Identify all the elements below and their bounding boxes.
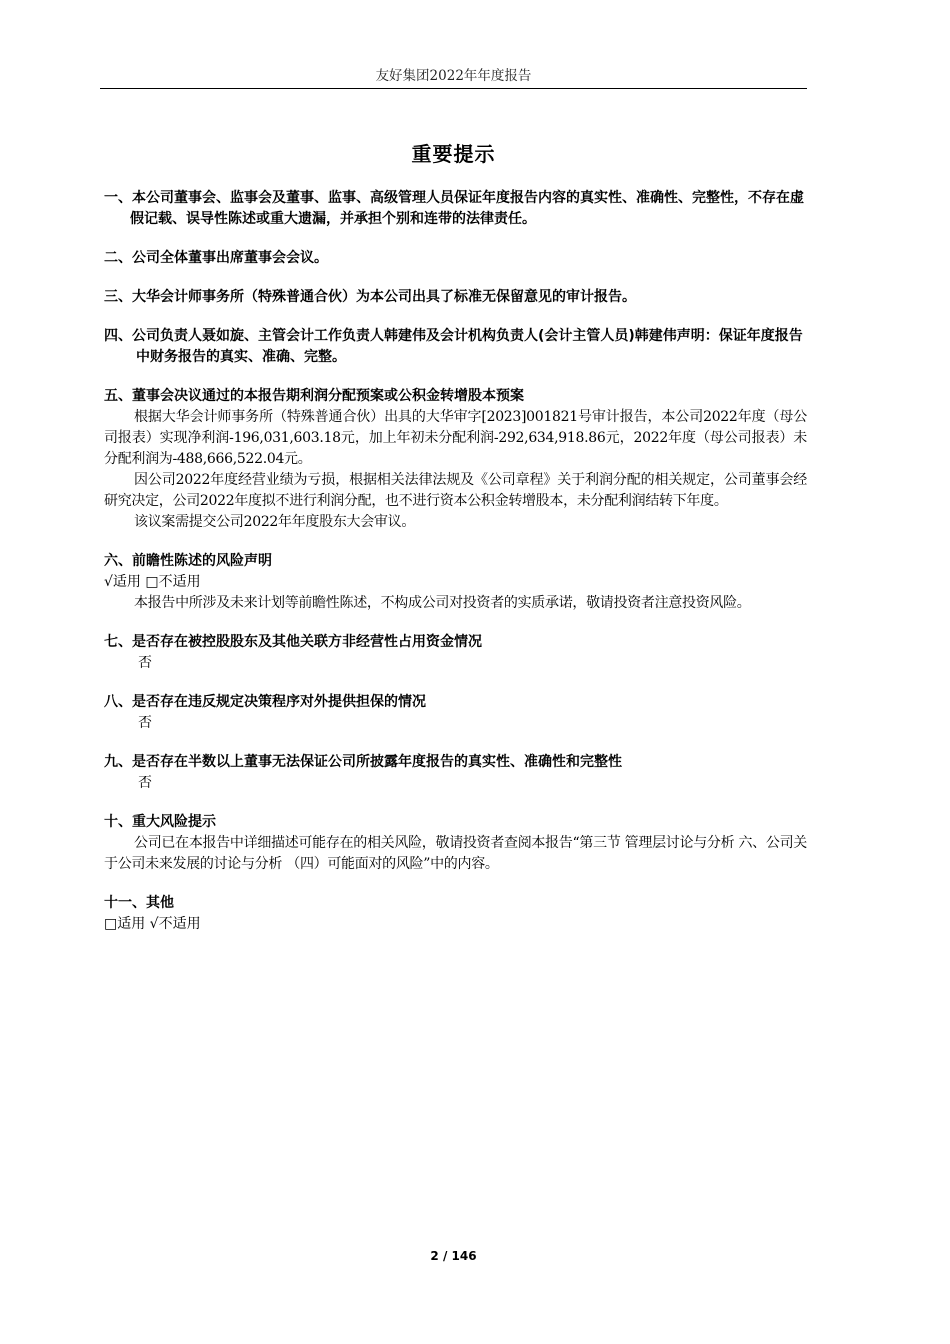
section-11-number: 十一、 xyxy=(104,895,146,911)
section-9-number: 九、 xyxy=(104,754,132,770)
section-10-number: 十、 xyxy=(104,814,132,830)
section-6-paragraph-1: 本报告中所涉及未来计划等前瞻性陈述，不构成公司对投资者的实质承诺，敬请投资者注意投资风险。 xyxy=(134,595,751,611)
section-7-heading xyxy=(104,632,807,653)
section-10-paragraph-1: 公司已在本报告中详细描述可能存在的相关风险，敬请投资者查阅本报告“第三节 管理层讨论与分析 六、公司关于公司未来发展的讨论与分析 （四）可能面对的风险”中的内容。 xyxy=(104,835,807,872)
section-7-answer: 否 xyxy=(138,655,152,671)
section-6-number: 六、 xyxy=(104,553,132,569)
section-9-heading xyxy=(104,752,807,773)
running-header: 友好集团2022年年度报告 xyxy=(375,68,532,84)
section-5-paragraph-3: 该议案需提交公司2022年年度股东大会审议。 xyxy=(134,514,416,530)
section-2-number: 二、 xyxy=(104,250,132,266)
section-8-number: 八、 xyxy=(104,694,132,710)
section-7-text: 是否存在被控股股东及其他关联方非经营性占用资金情况 xyxy=(132,634,482,650)
section-1-text: 本公司董事会、监事会及董事、监事、高级管理人员保证年度报告内容的真实性、准确性、完整性，不存在虚假记载、误导性陈述或重大遗漏，并承担个别和连带的法律责任。 xyxy=(130,190,804,227)
page-title: 重要提示 xyxy=(411,142,496,166)
section-4-text: 公司负责人聂如旋、主管会计工作负责人韩建伟及会计机构负责人(会计主管人员)韩建伟声明：保证年度报告中财务报告的真实、准确、完整。 xyxy=(132,328,803,365)
section-7-number: 七、 xyxy=(104,634,132,650)
content-body xyxy=(104,188,807,935)
section-4-number: 四、 xyxy=(104,328,132,344)
section-10-text: 重大风险提示 xyxy=(132,814,216,830)
section-5-heading xyxy=(104,386,807,407)
section-11-text: 其他 xyxy=(146,895,174,911)
section-1-heading xyxy=(104,188,807,230)
section-5-paragraph-1: 根据大华会计师事务所（特殊普通合伙）出具的大华审字[2023]001821号审计报告，本公司2022年度（母公司报表）实现净利润-196,031,603.18元，加上年初未分配利润-292,634,918.86元，2022年度（母公司报表）未分配利润为-488,666,522.04元。 xyxy=(104,409,807,467)
section-2-heading xyxy=(104,248,807,269)
section-8-answer: 否 xyxy=(138,715,152,731)
section-9-answer: 否 xyxy=(138,775,152,791)
section-11-heading xyxy=(104,893,807,914)
section-8-text: 是否存在违反规定决策程序对外提供担保的情况 xyxy=(132,694,426,710)
section-2-text: 公司全体董事出席董事会会议。 xyxy=(132,250,328,266)
section-6-text: 前瞻性陈述的风险声明 xyxy=(132,553,272,569)
section-5-number: 五、 xyxy=(104,388,132,404)
section-8-heading xyxy=(104,692,807,713)
section-3-number: 三、 xyxy=(104,289,132,305)
section-10-heading xyxy=(104,812,807,833)
section-9-text: 是否存在半数以上董事无法保证公司所披露年度报告的真实性、准确性和完整性 xyxy=(132,754,622,770)
section-3-heading xyxy=(104,287,807,308)
section-3-text: 大华会计师事务所（特殊普通合伙）为本公司出具了标准无保留意见的审计报告。 xyxy=(132,289,636,305)
section-11-applicability: □适用 √不适用 xyxy=(104,916,201,932)
header-rule xyxy=(100,88,807,89)
section-6-applicability: √适用 □不适用 xyxy=(104,574,201,590)
page-number: 2 / 146 xyxy=(430,1249,477,1263)
section-1-number: 一、 xyxy=(104,190,132,206)
section-4-heading xyxy=(104,326,807,368)
section-5-paragraph-2: 因公司2022年度经营业绩为亏损，根据相关法律法规及《公司章程》关于利润分配的相关规定，公司董事会经研究决定，公司2022年度拟不进行利润分配，也不进行资本公积金转增股本，未分配利润结转下年度。 xyxy=(104,472,807,509)
section-5-text: 董事会决议通过的本报告期利润分配预案或公积金转增股本预案 xyxy=(132,388,524,404)
section-6-heading xyxy=(104,551,807,572)
